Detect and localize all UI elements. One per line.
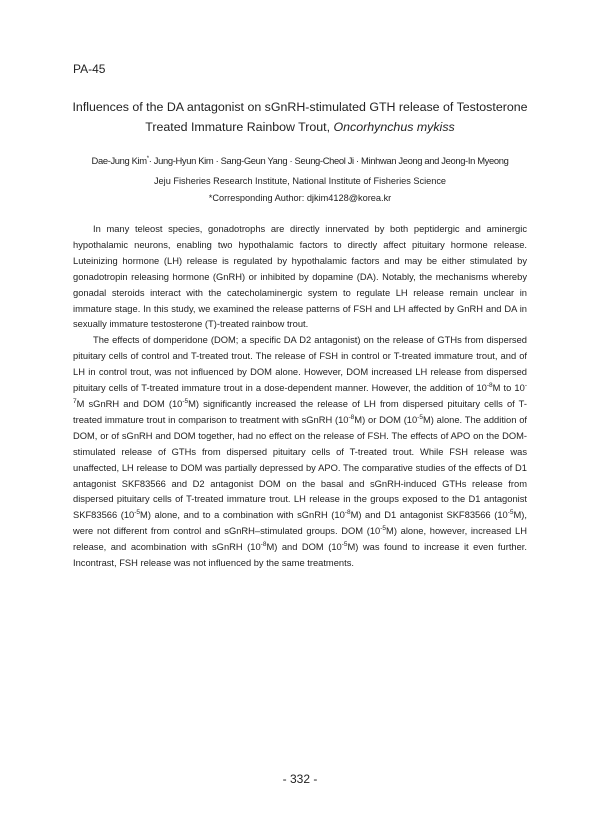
superscript: -5: [417, 413, 423, 421]
author-list: [40, 155, 560, 166]
corresponding-author: *Corresponding Author: djkim4128@korea.kr: [208, 193, 392, 203]
superscript: -8: [348, 413, 355, 421]
abstract-title: [40, 97, 560, 137]
text-run: M) and DOM (10: [266, 542, 342, 553]
text-run: M sGnRH and DOM (10: [76, 398, 183, 409]
corresponding-mark: *: [146, 155, 149, 162]
paragraph-results: [73, 333, 527, 572]
text-run: M) significantly increased the release of LH from dispersed pituitary cells of T-treated immature trout in comparison to treatment with sGnRH (10: [73, 398, 527, 425]
text-run: M) or DOM (10: [354, 414, 418, 425]
other-authors: · Jung-Hyun Kim · Sang-Geun Yang · Seung-Cheol Ji · Minhwan Jeong and Jeong-In Myeong: [148, 155, 509, 166]
superscript: -7: [73, 381, 527, 405]
title-line-2: [40, 117, 560, 137]
page-number: - 332 -: [282, 772, 318, 786]
paragraph-intro: In many teleost species, gonadotrophs are directly innervated by both peptidergic and aminergic hypothalamic neurons, enabling two hypothalamic factors to directly affect pituitary hormone release. Luteinizing hormone (LH) release is regulated by hypothalamic factors and may be either stimulated by gonadotropin releasing hormone (GnRH) or inhibited by dopamine (DA). Notably, the mechanisms whereby gonadal steroids interact with the catecholaminergic system to regulate LH release remain unclear in immature stage. In this study, we examined the release patterns of FSH and LH affected by GnRH and DA in sexually immature testosterone (T)-treated rainbow trout.: [73, 224, 527, 330]
affiliation: Jeju Fisheries Research Institute, National Institute of Fisheries Science: [153, 176, 447, 186]
text-run: M) alone, however, increased LH release, and acombination with sGnRH (10: [73, 526, 527, 553]
superscript: -5: [507, 509, 514, 517]
text-run: M) alone. The addition of DOM, or of sGnRH and DOM together, had no effect on the release of FSH. The effects of APO on the DOM-stimulated release of GTHs from dispersed pituitary cells of T-treated trout. While FSH release was unaffected, LH release to DOM was partially depressed by APO. The comparative studies of the effects of D1 antagonist SKF83566 and D2 antagonist DOM on the basal and sGnRH-induced GTHs release from dispersed pituitary cells of T-treated immature trout. LH release in the groups exposed to the D1 antagonist SKF83566 (10: [73, 414, 527, 521]
superscript: -8: [344, 509, 351, 517]
text-run: M) was found to increase it even further. Incontrast, FSH release was not influenced by the same treatments.: [73, 542, 527, 569]
text-run: M), were not different from control and sGnRH–stimulated groups. DOM (10: [73, 510, 527, 537]
text-run: The effects of domperidone (DOM; a specific DA D2 antagonist) on the release of GTHs from dispersed pituitary cells of control and T-treated trout. The release of FSH in control or T-treated immature trout, and of LH in control trout, was not influenced by DOM alone. However, DOM increased LH release from dispersed pituitary cells of T-treated immature trout in a dose-dependent manner. However, the addition of 10: [73, 335, 527, 394]
text-run: M to 10: [492, 383, 525, 394]
text-run: M) and D1 antagonist SKF83566 (10: [350, 510, 508, 521]
superscript: -5: [134, 509, 141, 517]
abstract-code: PA-45: [73, 62, 106, 76]
abstract-body: [73, 222, 527, 572]
first-author: Dae-Jung Kim: [91, 155, 147, 166]
superscript: -8: [486, 381, 493, 389]
superscript: -8: [260, 541, 267, 549]
superscript: -5: [182, 397, 189, 405]
title-line-2-text: Treated Immature Rainbow Trout,: [145, 120, 334, 134]
text-run: M) alone, and to a combination with sGnRH (10: [140, 510, 345, 521]
title-line-1: Influences of the DA antagonist on sGnRH-stimulated GTH release of Testosterone: [72, 100, 528, 114]
superscript: -5: [341, 541, 348, 549]
species-name: Oncorhynchus mykiss: [333, 120, 455, 134]
superscript: -5: [380, 525, 387, 533]
